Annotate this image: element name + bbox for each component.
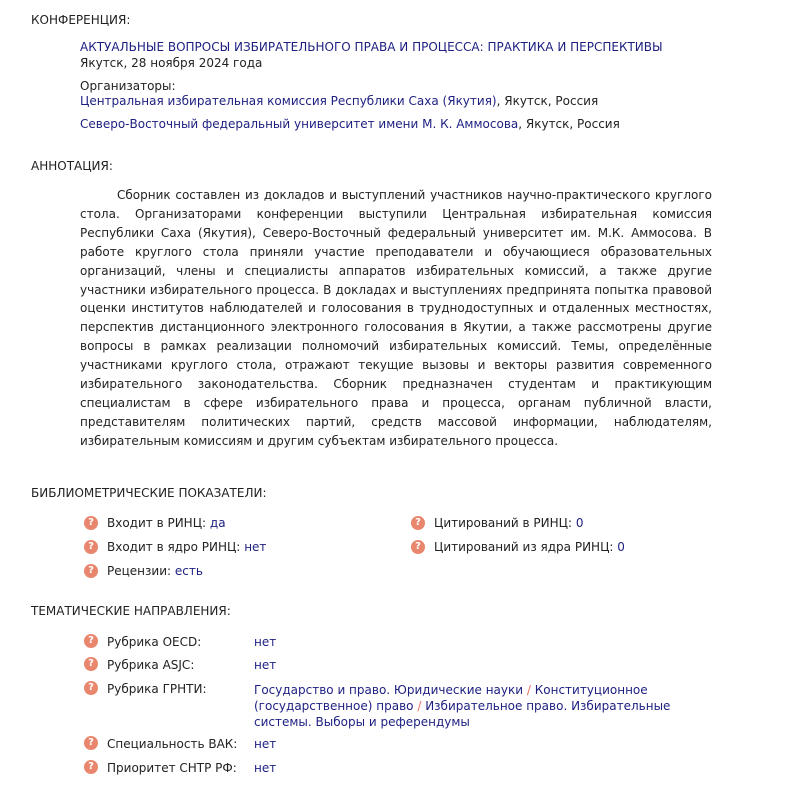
metric-value-link[interactable]: 0 [617, 540, 625, 554]
sntr-value: нет [254, 761, 277, 775]
metric-label: Входит в ядро РИНЦ: [107, 540, 241, 554]
metric-label: Цитирований в РИНЦ: [434, 516, 573, 530]
help-icon[interactable]: ? [84, 564, 98, 578]
organizer-item [80, 117, 620, 131]
help-icon[interactable]: ? [411, 540, 425, 554]
metric-label: Входит в РИНЦ: [107, 516, 207, 530]
grnti-separator: / [417, 699, 422, 713]
metric-label: Цитирований из ядра РИНЦ: [434, 540, 614, 554]
rubric-grnti-label: Рубрика ГРНТИ: [107, 682, 207, 696]
vak-label: Специальность ВАК: [107, 737, 238, 751]
rubric-grnti-value [254, 682, 674, 730]
metric-reviews [107, 564, 203, 578]
metric-value-link[interactable]: 0 [575, 516, 584, 530]
vak-value: нет [254, 737, 277, 751]
metric-value-link[interactable]: нет [244, 540, 267, 554]
help-icon[interactable]: ? [84, 736, 98, 750]
rubric-oecd-label: Рубрика OECD: [107, 635, 202, 649]
organizers-label: Организаторы: [80, 79, 176, 93]
organizer-link[interactable]: Северо-Восточный федеральный университет имени М. К. Аммосова [80, 117, 519, 131]
rubric-asjc-value: нет [254, 658, 277, 672]
organizer-location: , Якутск, Россия [496, 94, 599, 108]
annotation-heading: АННОТАЦИЯ: [31, 159, 113, 173]
bibliometrics-heading: БИБЛИОМЕТРИЧЕСКИЕ ПОКАЗАТЕЛИ: [31, 486, 267, 500]
help-icon[interactable]: ? [84, 634, 98, 648]
grnti-separator: / [526, 683, 531, 697]
grnti-link[interactable]: Конституционное (государственное) право [254, 683, 648, 713]
metric-citations-core [434, 540, 625, 554]
rubric-asjc-label: Рубрика ASJC: [107, 658, 195, 672]
grnti-link[interactable]: Избирательное право. Избирательные системы. Выборы и референдумы [254, 699, 671, 729]
help-icon[interactable]: ? [411, 516, 425, 530]
grnti-link[interactable]: Государство и право. Юридические науки [254, 683, 524, 697]
metric-value-link[interactable]: есть [174, 564, 203, 578]
conference-place-date: Якутск, 28 ноября 2024 года [80, 56, 263, 70]
organizer-item [80, 94, 598, 108]
metric-rinc [107, 516, 226, 530]
sntr-label: Приоритет СНТР РФ: [107, 761, 237, 775]
metric-value-link[interactable]: да [209, 516, 226, 530]
organizer-link[interactable]: Центральная избирательная комиссия Республики Саха (Якутия) [80, 94, 497, 108]
conference-heading: КОНФЕРЕНЦИЯ: [31, 13, 131, 27]
organizer-location: , Якутск, Россия [518, 117, 620, 131]
annotation-text: Сборник составлен из докладов и выступлений участников научно-практического круглого стола. Организаторами конференции выступили Центральная избирательная комиссия Республики Саха (Якутия), Северо-Восточный федеральный университет им. М.К. Аммосова. В работе круглого стола приняли участие преподаватели и обучающиеся образовательных организаций, члены и специалисты аппаратов избирательных комиссий, а также другие участники избирательного процесса. В докладах и выступлениях предпринята попытка правовой оценки институтов наблюдателей и голосования в труднодоступных и отдаленных местностях, перспектив дистанционного электронного голосования в Якутии, а также рассмотрены другие вопросы в рамках реализации полномочий избирательных комиссий. Темы, определённые участниками круглого стола, отражают текущие вызовы и векторы развития современного избирательного законодательства. Сборник предназначен студентам и практикующим специалистам в сфере избирательного права и процесса, органам публичной власти, представителям политических партий, средств массовой информации, наблюдателям, избирательным комиссиям и другим субъектам избирательного процесса. [80, 188, 712, 448]
rubric-oecd-value: нет [254, 635, 277, 649]
conference-title-link[interactable]: АКТУАЛЬНЫЕ ВОПРОСЫ ИЗБИРАТЕЛЬНОГО ПРАВА И ПРОЦЕССА: ПРАКТИКА И ПЕРСПЕКТИВЫ [80, 40, 663, 54]
help-icon[interactable]: ? [84, 516, 98, 530]
metric-citations-rinc [434, 516, 584, 530]
metric-rinc-core [107, 540, 266, 554]
help-icon[interactable]: ? [84, 657, 98, 671]
help-icon[interactable]: ? [84, 681, 98, 695]
help-icon[interactable]: ? [84, 760, 98, 774]
help-icon[interactable]: ? [84, 540, 98, 554]
thematic-heading: ТЕМАТИЧЕСКИЕ НАПРАВЛЕНИЯ: [31, 604, 231, 618]
metric-label: Рецензии: [107, 564, 172, 578]
